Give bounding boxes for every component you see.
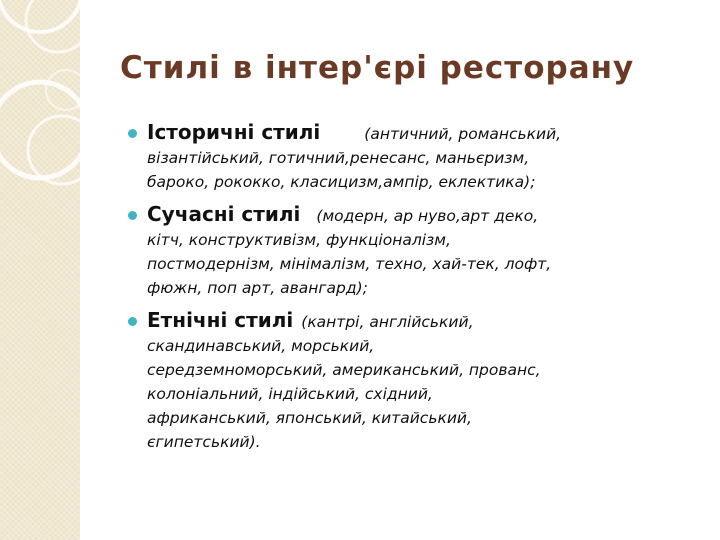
item-details-line: (кантрі, англійський,: [301, 313, 474, 331]
list-item-ethnic-styles: [128, 308, 696, 454]
item-heading: Сучасні стилі: [147, 202, 301, 226]
decorative-left-strip: [0, 0, 80, 540]
bullet-list: [128, 120, 696, 462]
bullet-icon: [128, 211, 137, 220]
item-details-line: візантійський, готичний,ренесанс, маньєризм,: [147, 149, 530, 167]
item-details-line: скандинавський, морський,: [147, 337, 375, 355]
item-details-line: середземноморський, американський, прованс,: [147, 361, 541, 379]
slide-title: Стилі в інтер'єрі ресторану: [120, 50, 635, 86]
item-heading: Історичні стилі: [147, 120, 321, 144]
item-details-line: африканський, японський, китайський,: [147, 409, 472, 427]
item-details-line: єгипетський).: [147, 433, 261, 451]
item-details-line: колоніальний, індійський, східний,: [147, 385, 433, 403]
decorative-circles: [0, 0, 80, 540]
list-item-historical-styles: [128, 120, 696, 194]
bullet-icon: [128, 317, 137, 326]
bullet-icon: [128, 129, 137, 138]
list-item-modern-styles: [128, 202, 696, 300]
item-details-line: фюжн, поп арт, авангард);: [147, 279, 368, 297]
item-details-line: постмодернізм, мінімалізм, техно, хай-тек, лофт,: [147, 255, 552, 273]
item-details-line: (модерн, ар нуво,арт деко,: [316, 207, 539, 225]
item-details-line: (античний, романський,: [364, 125, 562, 143]
item-details-line: кітч, конструктивізм, функціоналізм,: [147, 231, 451, 249]
item-heading: Етнічні стилі: [147, 308, 294, 332]
item-details-line: бароко, рококко, класицизм,ампір, еклектика);: [147, 173, 536, 191]
